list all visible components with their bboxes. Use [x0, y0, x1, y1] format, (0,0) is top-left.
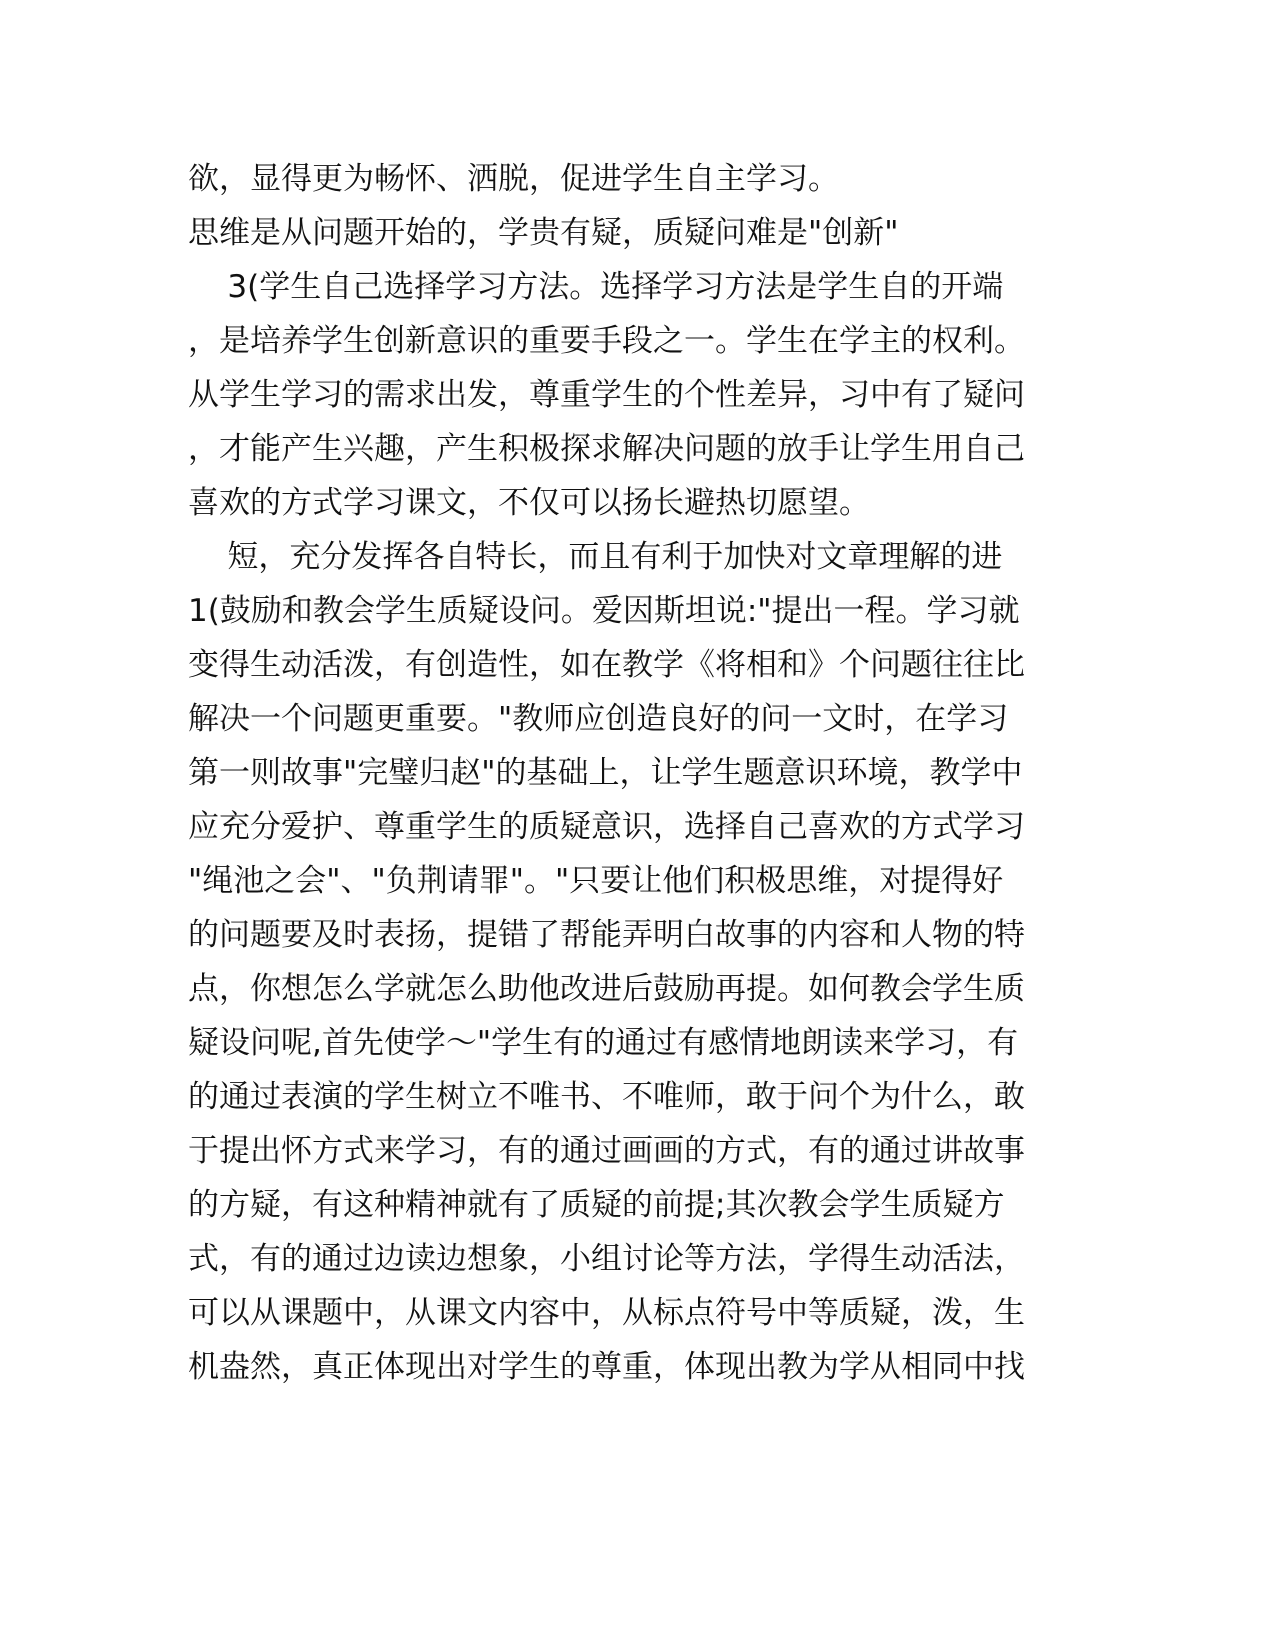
- text-line: 的通过表演的学生树立不唯书、不唯师，敢于问个为什么，敢: [188, 1079, 1025, 1115]
- text-line: 点，你想怎么学就怎么助他改进后鼓励再提。如何教会学生质: [188, 971, 1025, 1007]
- text-line: 思维是从问题开始的，学贵有疑，质疑问难是"创新": [188, 215, 899, 251]
- text-line: 疑设问呢,首先使学～"学生有的通过有感情地朗读来学习，有: [188, 1025, 1019, 1061]
- text-line: 1(鼓励和教会学生质疑设问。爱因斯坦说:"提出一程。学习就: [188, 593, 1020, 629]
- text-line: 可以从课题中，从课文内容中，从标点符号中等质疑，泼，生: [188, 1295, 1025, 1331]
- text-line: 的方疑，有这种精神就有了质疑的前提;其次教会学生质疑方: [188, 1187, 1005, 1223]
- text-line: 于提出怀方式来学习，有的通过画画的方式，有的通过讲故事: [188, 1133, 1025, 1169]
- text-line: 3(学生自己选择学习方法。选择学习方法是学生自的开端: [188, 269, 1004, 305]
- text-line: 喜欢的方式学习课文，不仅可以扬长避热切愿望。: [188, 485, 870, 521]
- text-line: 式，有的通过边读边想象，小组讨论等方法，学得生动活法，: [188, 1241, 1025, 1277]
- text-line: 应充分爱护、尊重学生的质疑意识，选择自己喜欢的方式学习: [188, 809, 1025, 845]
- text-line: 从学生学习的需求出发，尊重学生的个性差异，习中有了疑问: [188, 377, 1025, 413]
- text-line: 短，充分发挥各自特长，而且有利于加快对文章理解的进: [188, 539, 1003, 575]
- text-line: 变得生动活泼，有创造性，如在教学《将相和》个问题往往比: [188, 647, 1025, 683]
- text-line: 欲，显得更为畅怀、洒脱，促进学生自主学习。: [188, 161, 839, 197]
- text-line: ，是培养学生创新意识的重要手段之一。学生在学主的权利。: [188, 323, 1025, 359]
- text-line: "绳池之会"、"负荆请罪"。"只要让他们积极思维，对提得好: [188, 863, 1004, 899]
- text-line: 的问题要及时表扬，提错了帮能弄明白故事的内容和人物的特: [188, 917, 1025, 953]
- text-line: 机盎然，真正体现出对学生的尊重，体现出教为学从相同中找: [188, 1349, 1025, 1385]
- text-line: 第一则故事"完璧归赵"的基础上，让学生题意识环境，教学中: [188, 755, 1023, 791]
- text-line: 解决一个问题更重要。"教师应创造良好的问一文时，在学习: [188, 701, 1009, 737]
- text-line: ，才能产生兴趣，产生积极探求解决问题的放手让学生用自己: [188, 431, 1025, 467]
